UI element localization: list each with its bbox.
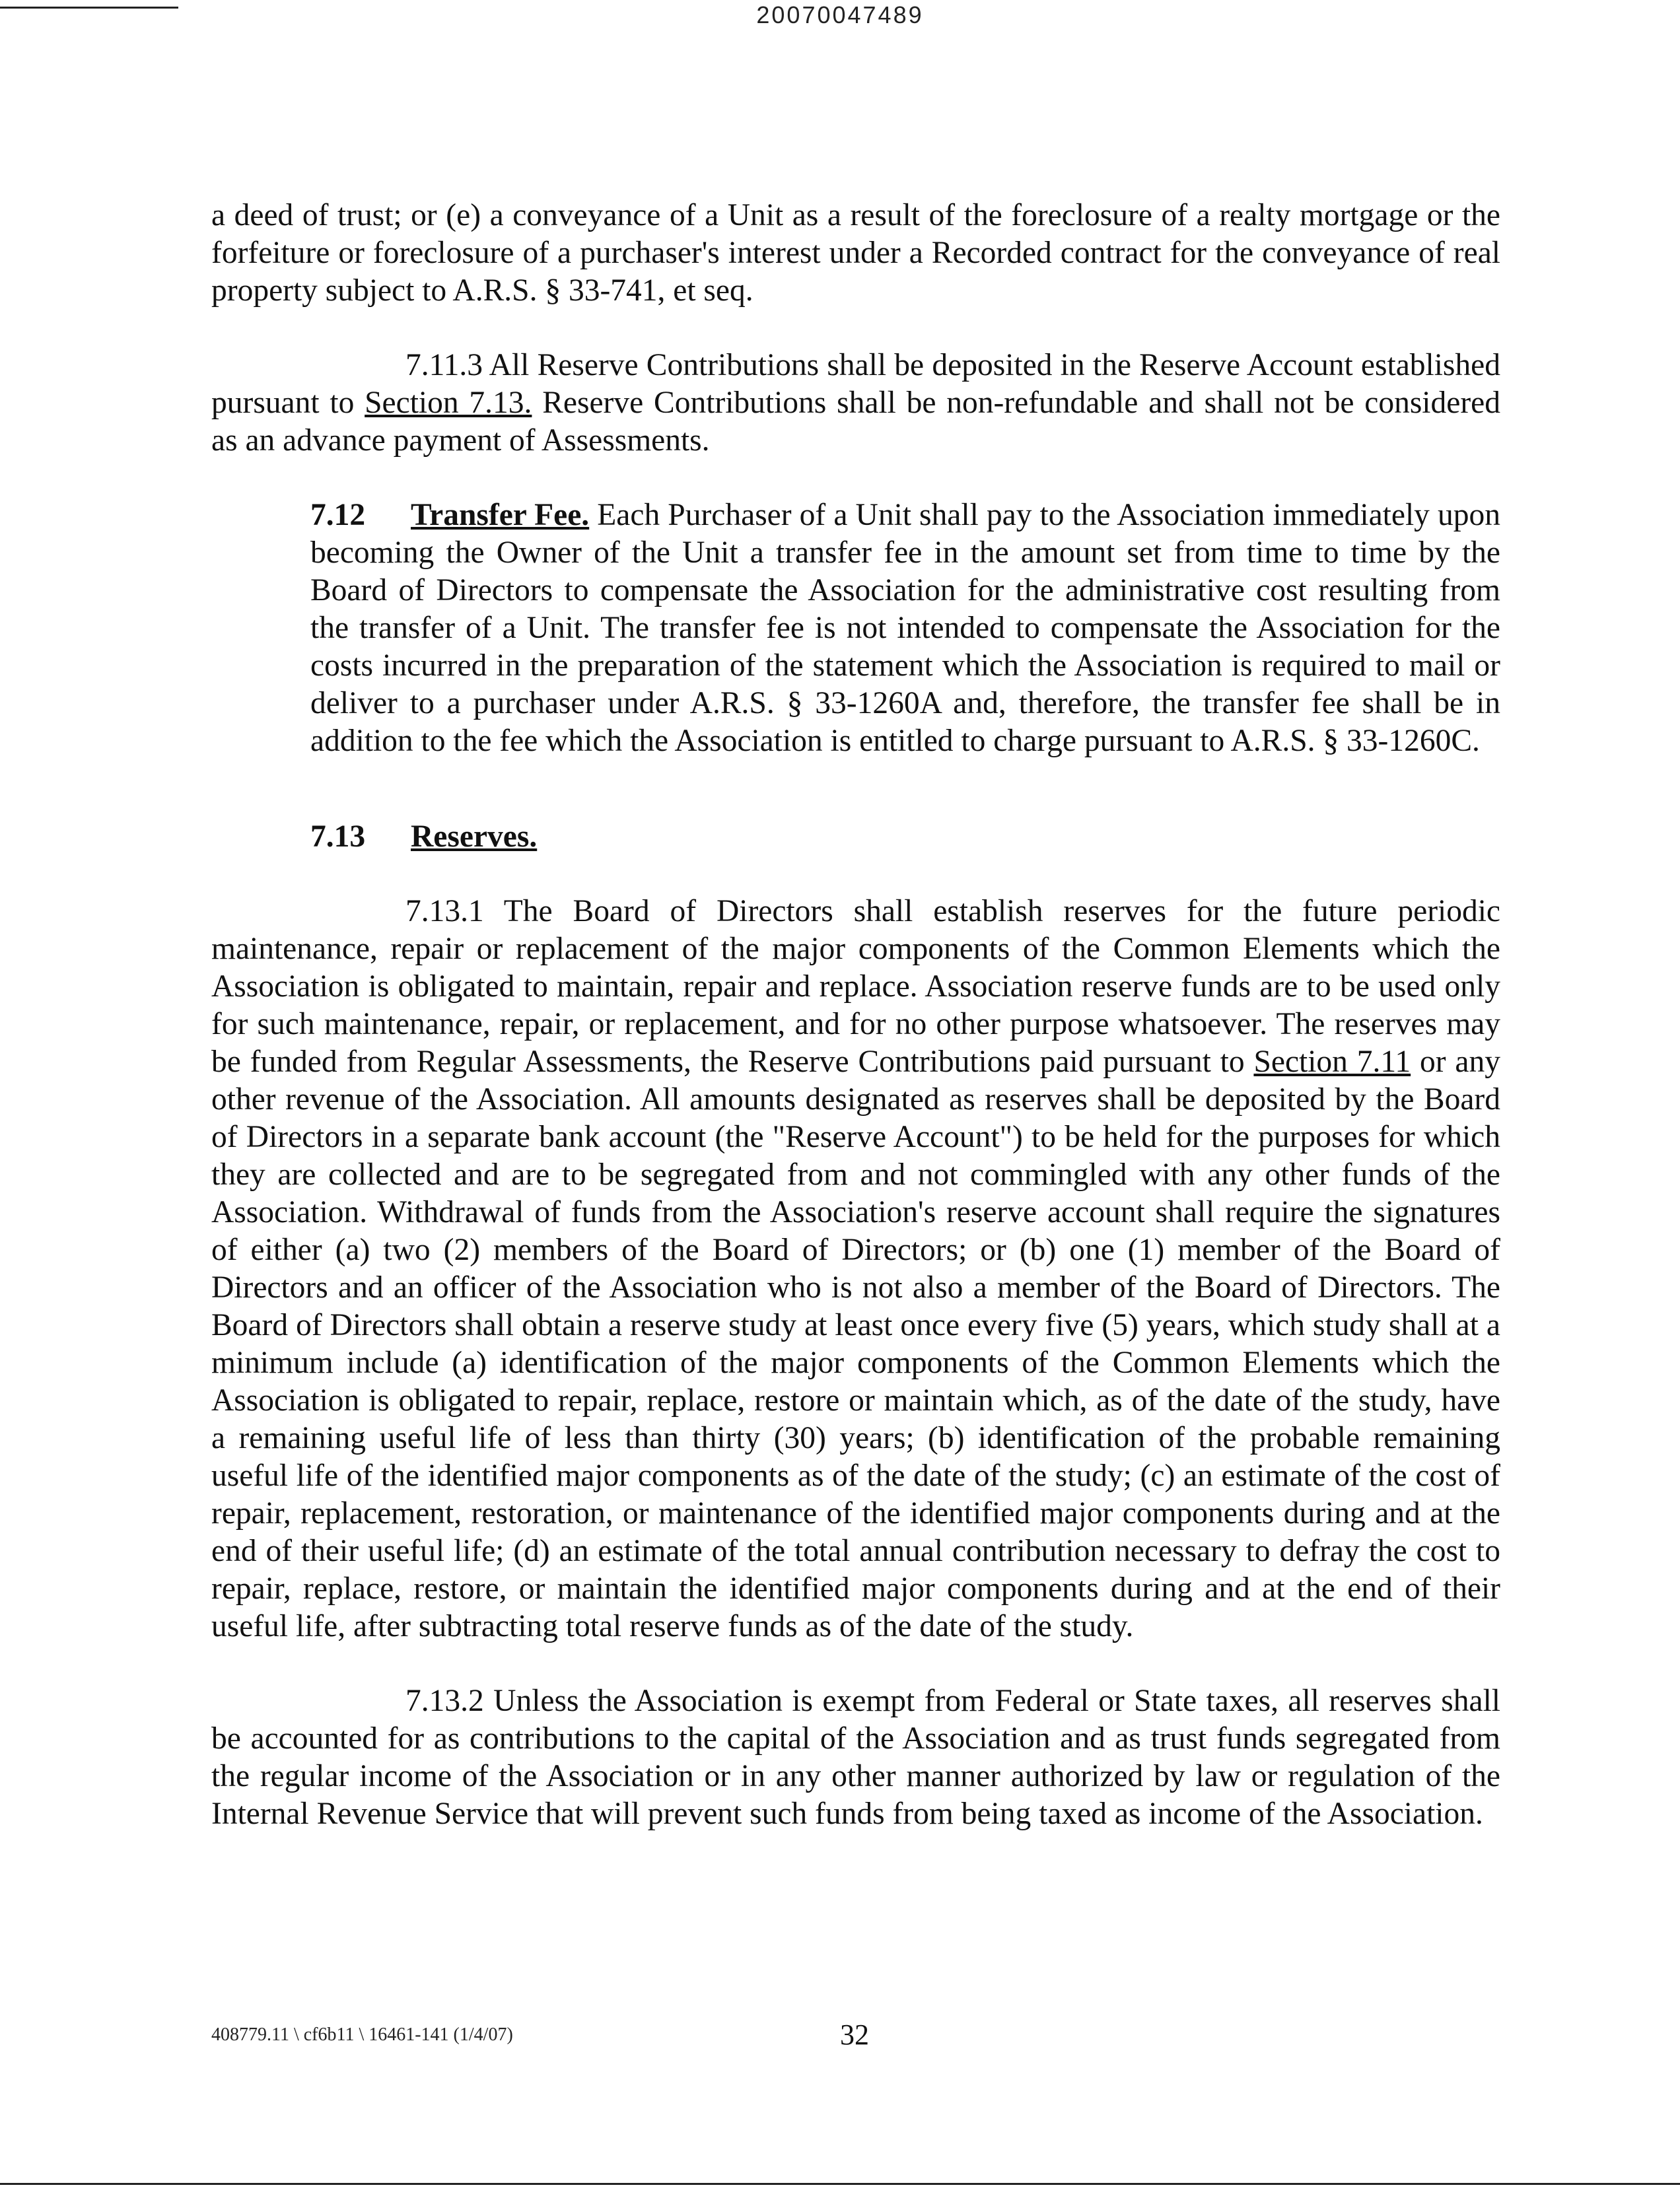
section-7-12-title: Transfer Fee. (411, 498, 590, 532)
section-7-13-heading (211, 818, 1500, 856)
footer-reference: 408779.11 \ cf6b11 \ 16461-141 (1/4/07) (211, 2024, 513, 2045)
paragraph-7-13-2: 7.13.2 Unless the Association is exempt from Federal or State taxes, all reserves shall be accounted for as contributions to the capital of the Association and as trust funds segregated from the regular income of the Association or in any other manner authorized by law or regulation of the Internal Revenue Service that will prevent such funds from being taxed as income of the Association. (211, 1684, 1500, 1831)
bottom-rule (0, 2183, 1680, 2185)
section-7-13-number: 7.13 (310, 819, 366, 854)
section-7-12-body-start: Each Purchaser of a Unit shall pay to the Association immediately upon becoming the Owner of the Unit a transfer fee in the amount set from time to time by the Board of Directors to compensate the Association for the administrative cost resulting from the transfer of a Unit. The transfer fee is not intended to compensate the Association for the costs incurred in the preparation of the statement which the Association is required to mail or deliver to a purchaser under A.R.S. § 33-1260A and, therefore, the transfer fee shall be in addition to the fee which the Association is entitled to charge pursuant to A.R.S. § 33-1260C. (310, 498, 1500, 758)
document-number: 20070047489 (756, 1, 924, 28)
paragraph-continuation: a deed of trust; or (e) a conveyance of a Unit as a result of the foreclosure of a realty mortgage or the forfeiture or foreclosure of a purchaser's interest under a Recorded contract for the conveyance of real property subject to A.R.S. § 33-741, et seq. (211, 198, 1500, 308)
paragraph-7-13-1-text-a: 7.13.1 The Board of Directors shall establish reserves for the future periodic maintenance, repair or replacement of the major components of the Common Elements which the Association is obligated to maintain, repair and replace. Association reserve funds are to be used only for such maintenance, repair, or replacement, and for no other purpose whatsoever. The reserves may be funded from Regular Assessments, the Reserve Contributions paid pursuant to (211, 894, 1500, 1079)
paragraph-7-11-3 (211, 347, 1500, 460)
paragraph-7-11-3-text-b: Reserve Contributions shall be non-refundable and shall not be considered as an advance payment of Assessments. (211, 386, 1500, 458)
section-7-11-reference: Section 7.11 (1253, 1045, 1411, 1079)
paragraph-7-11-3-text-a: 7.11.3 All Reserve Contributions shall be deposited in the Reserve Account established pursuant to (211, 348, 1500, 420)
section-7-12 (211, 497, 1500, 760)
section-7-13-title: Reserves. (411, 819, 538, 854)
paragraph-7-13-1-text-b: or any other revenue of the Association. All amounts designated as reserves shall be deposited by the Board of Directors in a separate bank account (the "Reserve Account") to be held for the purposes for which they are collected and are to be segregated from and not commingled with any other funds of the Association. Withdrawal of funds from the Association's reserve account shall require the signatures of either (a) two (2) members of the Board of Directors; or (b) one (1) member of the Board of Directors and an officer of the Association who is not also a member of the Board of Directors. The Board of Directors shall obtain a reserve study at least once every five (5) years, which study shall at a minimum include (a) identification of the major components of the Common Elements which the Association is obligated to repair, replace, restore or maintain which, as of the date of the study, have a remaining useful life of less than thirty (30) years; (b) identification of the probable remaining useful life of the identified major components as of the date of the study; (c) an estimate of the cost of repair, replacement, restoration, or maintenance of the identified major components during and at the end of their useful life; (d) an estimate of the total annual contribution necessary to defray the cost to repair, replace, restore, or maintain the identified major components during and at the end of their useful life, after subtracting total reserve funds as of the date of the study. (211, 1045, 1500, 1643)
section-7-13-reference: Section 7.13. (365, 386, 532, 420)
paragraph-7-13-1 (211, 893, 1500, 1645)
page-body (211, 197, 1500, 1833)
page-number: 32 (840, 2018, 869, 2051)
section-7-12-number: 7.12 (310, 498, 366, 532)
